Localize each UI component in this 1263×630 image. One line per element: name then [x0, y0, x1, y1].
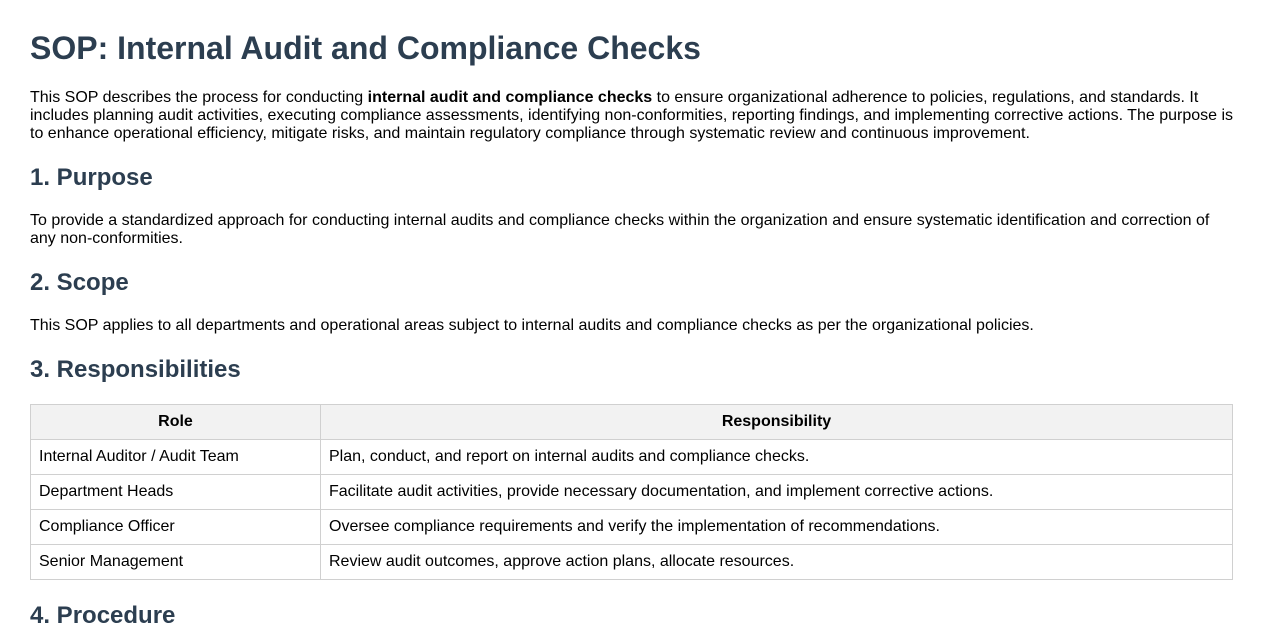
page-title: SOP: Internal Audit and Compliance Checks — [30, 30, 701, 66]
purpose-text: To provide a standardized approach for conducting internal audits and compliance checks within the organization and ensure systematic identification and correction of any non-conformities. — [30, 212, 1210, 247]
responsibility-cell: Review audit outcomes, approve action plans, allocate resources. — [321, 545, 1233, 580]
intro-paragraph — [30, 89, 1233, 143]
responsibility-cell: Facilitate audit activities, provide necessary documentation, and implement corrective actions. — [321, 475, 1233, 510]
purpose-heading: 1. Purpose — [30, 164, 153, 191]
table-row — [31, 440, 1233, 475]
procedure-heading: 4. Procedure — [30, 602, 176, 629]
table-header-row — [31, 405, 1233, 440]
role-cell: Internal Auditor / Audit Team — [31, 440, 321, 475]
scope-heading: 2. Scope — [30, 269, 129, 296]
document-page — [30, 0, 1233, 630]
role-cell: Senior Management — [31, 545, 321, 580]
responsibilities-heading: 3. Responsibilities — [30, 356, 241, 383]
scope-text: This SOP applies to all departments and operational areas subject to internal audits and compliance checks as per the organizational policies. — [30, 317, 1034, 334]
role-cell: Compliance Officer — [31, 510, 321, 545]
intro-text-end: to ensure organizational adherence to policies, regulations, and standards. It includes planning audit activities, executing compliance assessments, identifying non-conformities, reporting findings, and implementing corrective actions. The purpose is to enhance operational efficiency, mitigate risks, and maintain regulatory compliance through systematic review and continuous improvement. — [30, 89, 1234, 142]
intro-bold-phrase: internal audit and compliance checks — [367, 89, 653, 106]
role-cell: Department Heads — [31, 475, 321, 510]
responsibility-cell: Oversee compliance requirements and verify the implementation of recommendations. — [321, 510, 1233, 545]
table-row — [31, 475, 1233, 510]
intro-text-start: This SOP describes the process for conducting — [30, 89, 368, 106]
column-header-responsibility: Responsibility — [321, 405, 1233, 440]
table-row — [31, 545, 1233, 580]
column-header-role: Role — [31, 405, 321, 440]
responsibilities-table — [30, 404, 1233, 580]
table-row — [31, 510, 1233, 545]
responsibility-cell: Plan, conduct, and report on internal audits and compliance checks. — [321, 440, 1233, 475]
